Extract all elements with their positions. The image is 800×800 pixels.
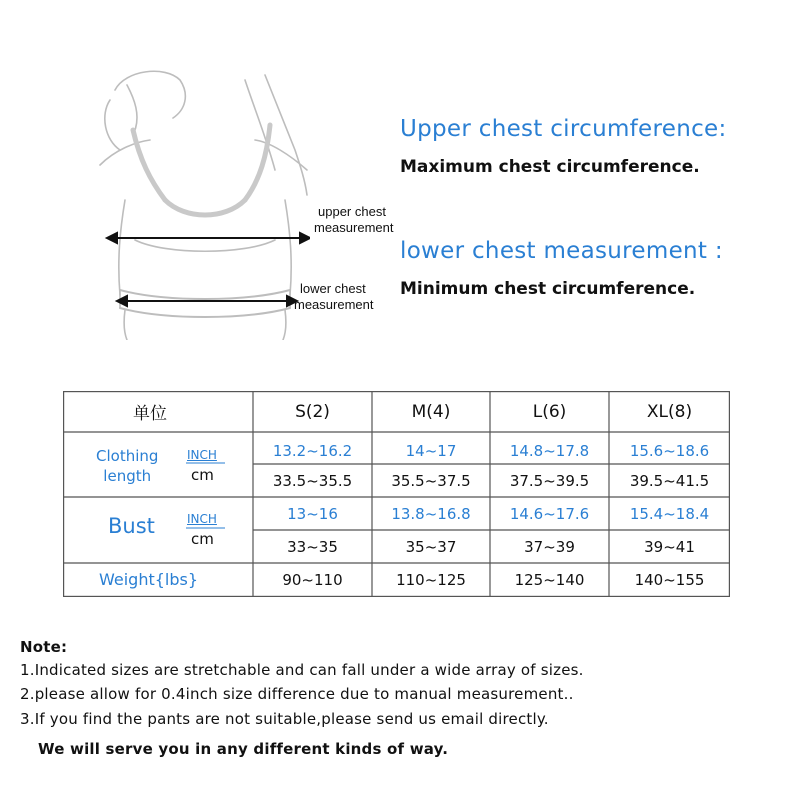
- clothing-length-inch-l: 14.8~17.8: [509, 442, 590, 460]
- size-header-s: S(2): [295, 402, 330, 422]
- weight-m: 110~125: [396, 571, 466, 589]
- bust-cm-unit: cm: [191, 530, 214, 548]
- bust-label: Bust: [108, 514, 155, 538]
- upper-chest-description: Maximum chest circumference.: [400, 157, 700, 177]
- note-item-3: 3.If you find the pants are not suitable,please send us email directly.: [20, 710, 549, 728]
- lower-chest-label: lower chest measurement: [294, 281, 374, 312]
- bust-cm-l: 37~39: [524, 538, 575, 556]
- weight-label: Weight{lbs}: [99, 570, 199, 589]
- bust-inch-xl: 15.4~18.4: [629, 505, 710, 523]
- upper-chest-label: upper chest measurement: [314, 204, 394, 235]
- sports-bra-illustration: [95, 70, 310, 340]
- clothing-length-inch-s: 13.2~16.2: [272, 442, 353, 460]
- clothing-length-cm-xl: 39.5~41.5: [629, 472, 710, 490]
- clothing-length-inch-unit: INCH: [187, 448, 217, 462]
- note-item-2: 2.please allow for 0.4inch size difference due to manual measurement..: [20, 685, 574, 703]
- unit-header: 单位: [133, 404, 167, 424]
- bust-inch-unit: INCH: [187, 512, 217, 526]
- upper-chest-heading: Upper chest circumference:: [400, 116, 727, 142]
- weight-xl: 140~155: [634, 571, 705, 589]
- bust-cm-s: 33~35: [287, 538, 338, 556]
- clothing-length-cm-unit: cm: [191, 466, 214, 484]
- bust-cm-m: 35~37: [405, 538, 457, 556]
- size-header-xl: XL(8): [646, 402, 693, 422]
- bust-cm-xl: 39~41: [644, 538, 695, 556]
- note-item-1: 1.Indicated sizes are stretchable and can fall under a wide array of sizes.: [20, 661, 584, 679]
- clothing-length-inch-m: 14~17: [405, 442, 457, 460]
- clothing-length-inch-xl: 15.6~18.6: [629, 442, 710, 460]
- note-title: Note:: [20, 638, 68, 656]
- note-closing: We will serve you in any different kinds of way.: [38, 740, 449, 758]
- weight-s: 90~110: [282, 571, 343, 589]
- clothing-length-label: Clothing length: [96, 447, 159, 485]
- clothing-length-cm-m: 35.5~37.5: [391, 472, 471, 490]
- lower-chest-description: Minimum chest circumference.: [400, 279, 696, 299]
- lower-chest-arrow: [117, 296, 297, 306]
- size-header-l: L(6): [532, 402, 567, 422]
- clothing-length-cm-s: 33.5~35.5: [272, 472, 353, 490]
- bust-inch-l: 14.6~17.6: [509, 505, 590, 523]
- size-header-m: M(4): [411, 402, 451, 422]
- size-chart-table: [63, 391, 730, 597]
- bust-inch-m: 13.8~16.8: [391, 505, 471, 523]
- lower-chest-heading: lower chest measurement :: [400, 238, 723, 264]
- clothing-length-cm-l: 37.5~39.5: [509, 472, 590, 490]
- bust-inch-s: 13~16: [287, 505, 338, 523]
- weight-l: 125~140: [514, 571, 585, 589]
